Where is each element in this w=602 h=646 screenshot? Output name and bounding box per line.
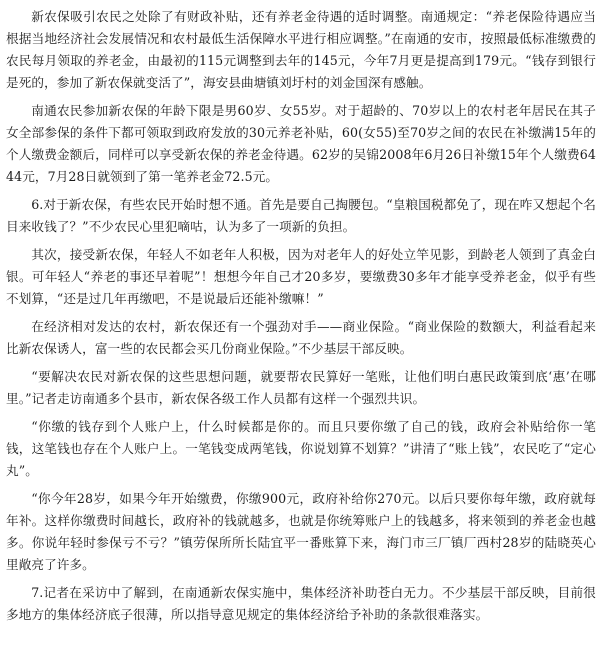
paragraph-commercial-insurance: 在经济相对发达的农村，新农保还有一个强劲对手——商业保险。“商业保险的数额大，利益看起来比新农保诱人，富一些的农民都会买几份商业保险。”不少基层干部反映。	[6, 319, 596, 356]
paragraph-section-6: 6.对于新农保，有些农民开始时想不通。首先是要自己掏腰包。“皇粮国税都免了，现在咋又想起个名目来收钱了？”不少农民心里犯嘀咕，认为多了一项新的负担。	[6, 197, 596, 234]
paragraph-consensus: “要解决农民对新农保的这些思想问题，就要帮农民算好一笔账，让他们明白惠民政策到底‘惠’在哪里。”记者走访南通多个县市，新农保各级工作人员都有这样一个强烈共识。	[6, 369, 596, 406]
paragraph-young-people: 其次，接受新农保，年轻人不如老年人积极，因为对老年人的好处立竿见影，到龄老人领到了真金白银。可年轻人“养老的事还早着呢”！想想今年自己才20多岁，要缴费30多年才能享受养老金，似乎有些不划算，“还是过几年再缴吧，不是说最后还能补缴嘛！”	[6, 247, 596, 306]
paragraph-account-explanation: “你缴的钱存到个人账户上，什么时候都是你的。而且只要你缴了自己的钱，政府会补贴给你一笔钱，这笔钱也存在个人账户上。一笔钱变成两笔钱，你说划算不划算？”讲清了“账上钱”，农民吃了“定心丸”。	[6, 419, 596, 478]
paragraph-section-7: 7.记者在采访中了解到，在南通新农保实施中，集体经济补助苍白无力。不少基层干部反映，目前很多地方的集体经济底子很薄，所以指导意见规定的集体经济给予补助的条款很难落实。	[6, 585, 596, 622]
paragraph-pension-adjustment: 新农保吸引农民之处除了有财政补贴，还有养老金待遇的适时调整。南通规定：“养老保险待遇应当根据当地经济社会发展情况和农村最低生活保障水平进行相应调整。”在南通的安市，按照最低标准缴费的农民每月领取的养老金，由最初的115元调整到去年的145元，今年7月更是提高到179元。“钱存到银行是死的，参加了新农保就变活了”，海安县曲塘镇刘圩村的刘金国深有感触。	[6, 9, 596, 90]
paragraph-calculation-example: “你今年28岁，如果今年开始缴费，你缴900元，政府补给你270元。以后只要你每年缴，政府就每年补。这样你缴费时间越长，政府补的钱就越多，也就是你统筹账户上的钱越多，将来领到的养老金也越多。你说年轻时参保亏不亏？”镇劳保所所长陆宜平一番账算下来，海门市三厂镇厂西村28岁的陆晓英心里敞亮了许多。	[6, 491, 596, 572]
paragraph-age-limit: 南通农民参加新农保的年龄下限是男60岁、女55岁。对于超龄的、70岁以上的农村老年居民在其子女全部参保的条件下都可领取到政府发放的30元养老补贴，60(女55)至70岁之间的农民在补缴满15年的个人缴费金额后，同样可以享受新农保的养老金待遇。62岁的吴锦2008年6月26日补缴15年个人缴费6444元，7月28日就领到了第一笔养老金72.5元。	[6, 103, 596, 184]
